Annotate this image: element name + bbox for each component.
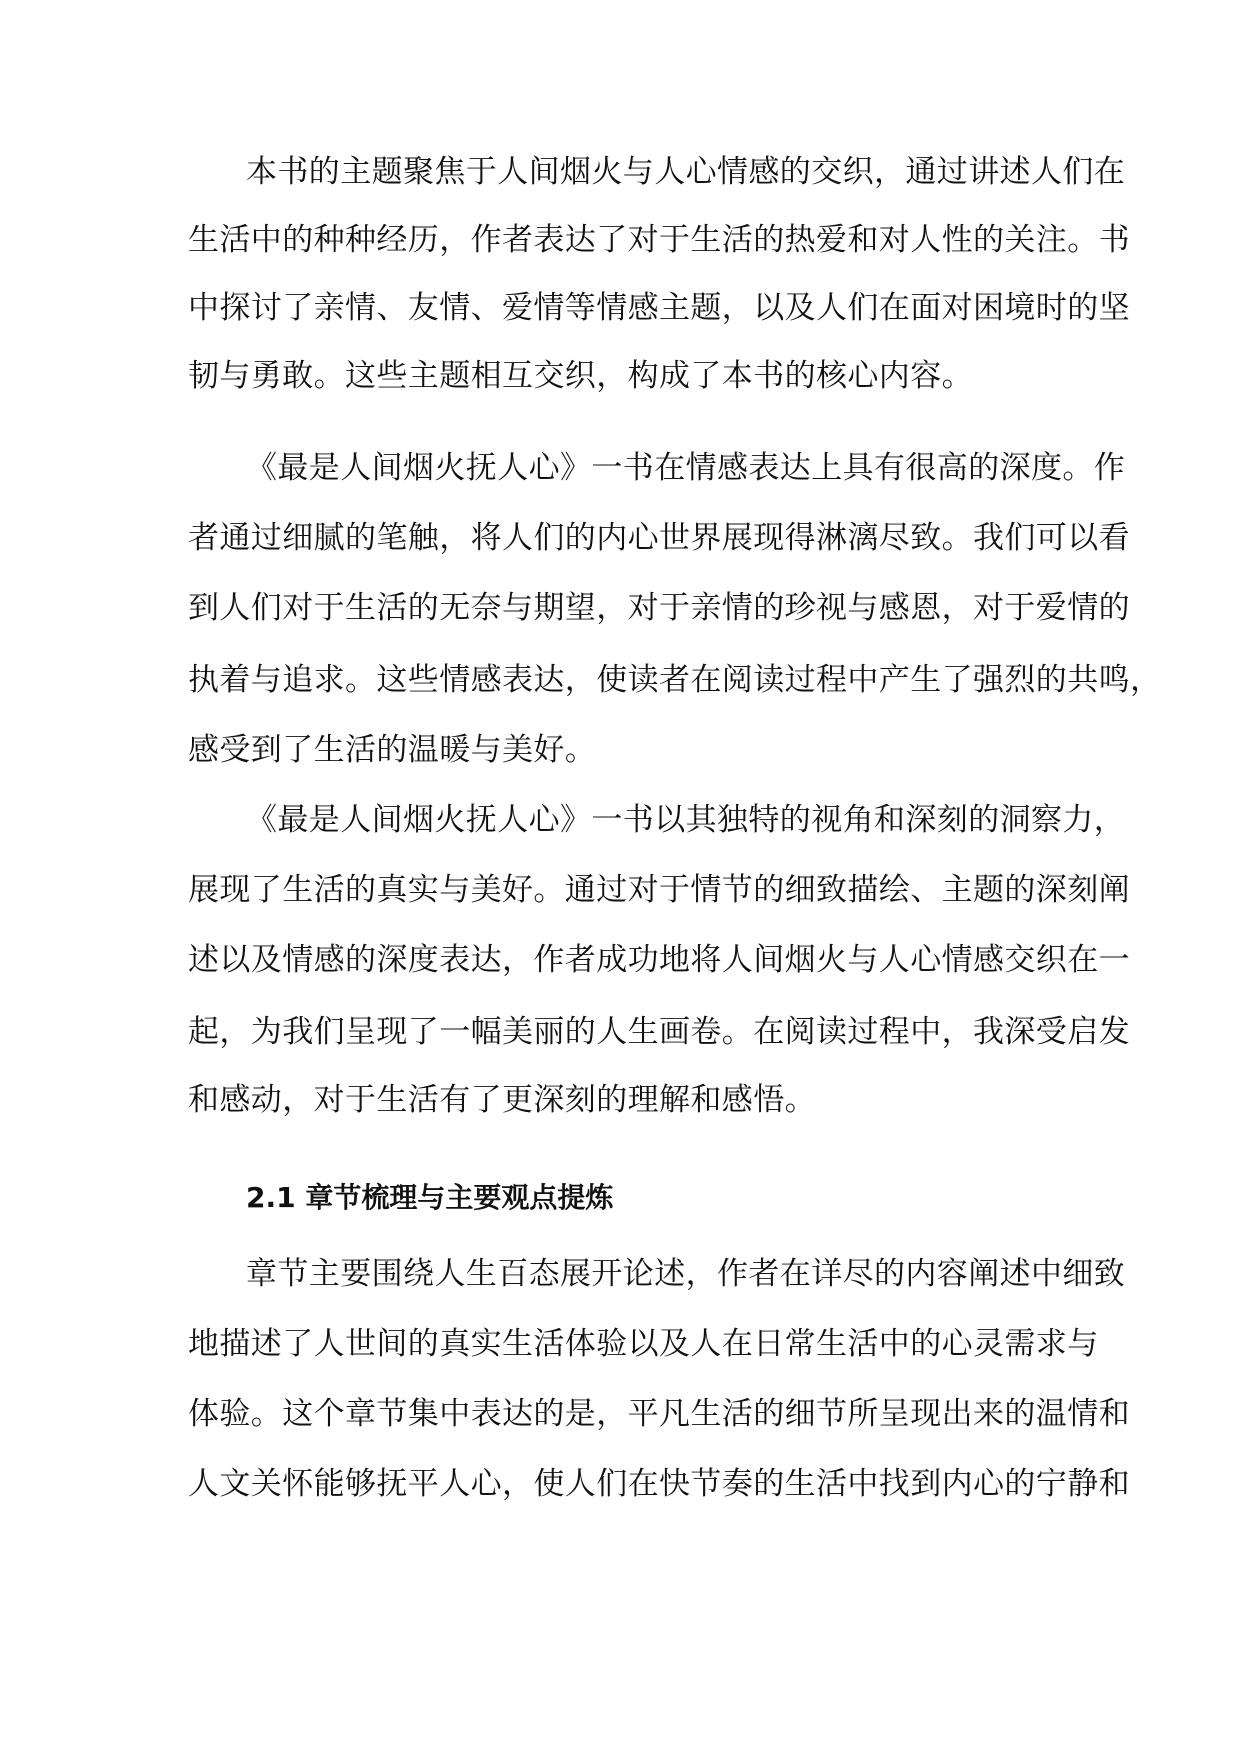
section-heading: 2.1 章节梳理与主要观点提炼 [246,1181,614,1214]
paragraph-1-line-3: 中探讨了亲情、友情、爱情等情感主题，以及人们在面对困境时的坚 [188,290,1130,326]
section-paragraph-line-3: 体验。这个章节集中表达的是，平凡生活的细节所呈现出来的温情和 [188,1396,1130,1432]
paragraph-2-line-4: 执着与追求。这些情感表达，使读者在阅读过程中产生了强烈的共鸣， [188,662,1162,698]
paragraph-3-line-2: 展现了生活的真实与美好。通过对于情节的细致描绘、主题的深刻阐 [188,872,1130,908]
section-paragraph-line-2: 地描述了人世间的真实生活体验以及人在日常生活中的心灵需求与 [188,1326,1099,1362]
paragraph-3-line-5: 和感动，对于生活有了更深刻的理解和感悟。 [188,1082,816,1118]
section-paragraph-line-4: 人文关怀能够抚平人心，使人们在快节奏的生活中找到内心的宁静和 [188,1466,1130,1502]
paragraph-3-line-1: 《最是人间烟火抚人心》一书以其独特的视角和深刻的洞察力， [246,802,1126,838]
paragraph-1-line-1: 本书的主题聚焦于人间烟火与人心情感的交织，通过讲述人们在 [246,154,1126,190]
paragraph-2-line-3: 到人们对于生活的无奈与期望，对于亲情的珍视与感恩，对于爱情的 [188,590,1130,626]
paragraph-2-line-2: 者通过细腻的笔触，将人们的内心世界展现得淋漓尽致。我们可以看 [188,520,1130,556]
paragraph-2-line-5: 感受到了生活的温暖与美好。 [188,732,597,768]
paragraph-1-line-4: 韧与勇敢。这些主题相互交织，构成了本书的核心内容。 [188,358,973,394]
paragraph-1-line-2: 生活中的种种经历，作者表达了对于生活的热爱和对人性的关注。书 [188,222,1130,258]
paragraph-3-line-4: 起，为我们呈现了一幅美丽的人生画卷。在阅读过程中，我深受启发 [188,1014,1130,1050]
section-paragraph-line-1: 章节主要围绕人生百态展开论述，作者在详尽的内容阐述中细致 [246,1256,1126,1292]
paragraph-2-line-1: 《最是人间烟火抚人心》一书在情感表达上具有很高的深度。作 [246,450,1126,486]
paragraph-3-line-3: 述以及情感的深度表达，作者成功地将人间烟火与人心情感交织在一 [188,942,1130,978]
